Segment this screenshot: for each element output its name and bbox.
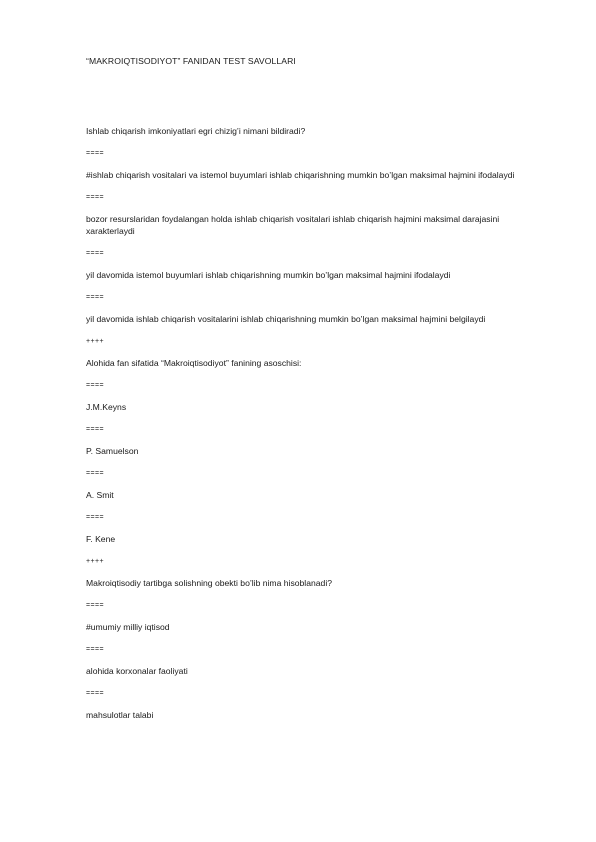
separator: ==== xyxy=(86,689,104,697)
answer-option: P. Samuelson xyxy=(86,445,139,456)
separator: ==== xyxy=(86,194,104,201)
answer-option: A. Smit xyxy=(86,489,114,500)
answer-option: yil davomida istemol buyumlari ishlab chiqarishning mumkin bo’lgan maksimal hajmini ifodalaydi xyxy=(86,269,451,280)
question-text: Makroiqtisodiy tartibga solishning obekti bo’lib nima hisoblanadi? xyxy=(86,577,333,588)
answer-option: #umumiy milliy iqtisod xyxy=(86,621,170,632)
question-list xyxy=(86,126,534,732)
separator: ==== xyxy=(86,249,104,257)
question-separator: ++++ xyxy=(86,337,104,345)
separator: ==== xyxy=(86,469,104,477)
answer-option: J.M.Keyns xyxy=(86,401,127,412)
document-title: “MAKROIQTISODIYOT” FANIDAN TEST SAVOLLARI xyxy=(86,56,296,66)
separator: ==== xyxy=(86,150,104,157)
separator: ==== xyxy=(86,513,104,521)
separator: ==== xyxy=(86,645,104,653)
question-text: Ishlab chiqarish imkoniyatlari egri chizig’i nimani bildiradi? xyxy=(86,126,306,136)
answer-option: F. Kene xyxy=(86,533,116,544)
separator: ==== xyxy=(86,381,104,389)
answer-option: alohida korxonalar faoliyati xyxy=(86,665,188,676)
question-separator: ++++ xyxy=(86,557,104,565)
answer-option: #ishlab chiqarish vositalari va istemol buyumlari ishlab chiqarishning mumkin bo’lgan maksimal hajmini ifodalaydi xyxy=(86,170,515,180)
separator: ==== xyxy=(86,425,104,433)
answer-option: bozor resurslaridan foydalangan holda ishlab chiqarish vositalari ishlab chiqarish hajmini maksimal darajasini xarakterlaydi xyxy=(86,214,500,236)
question-text: Alohida fan sifatida “Makroiqtisodiyot” fanining asoschisi: xyxy=(86,357,302,368)
separator: ==== xyxy=(86,293,104,301)
separator: ==== xyxy=(86,601,104,609)
answer-option: yil davomida ishlab chiqarish vositalarini ishlab chiqarishning mumkin bo’lgan maksimal hajmini belgilaydi xyxy=(86,313,486,324)
answer-option: mahsulotlar talabi xyxy=(86,709,154,720)
